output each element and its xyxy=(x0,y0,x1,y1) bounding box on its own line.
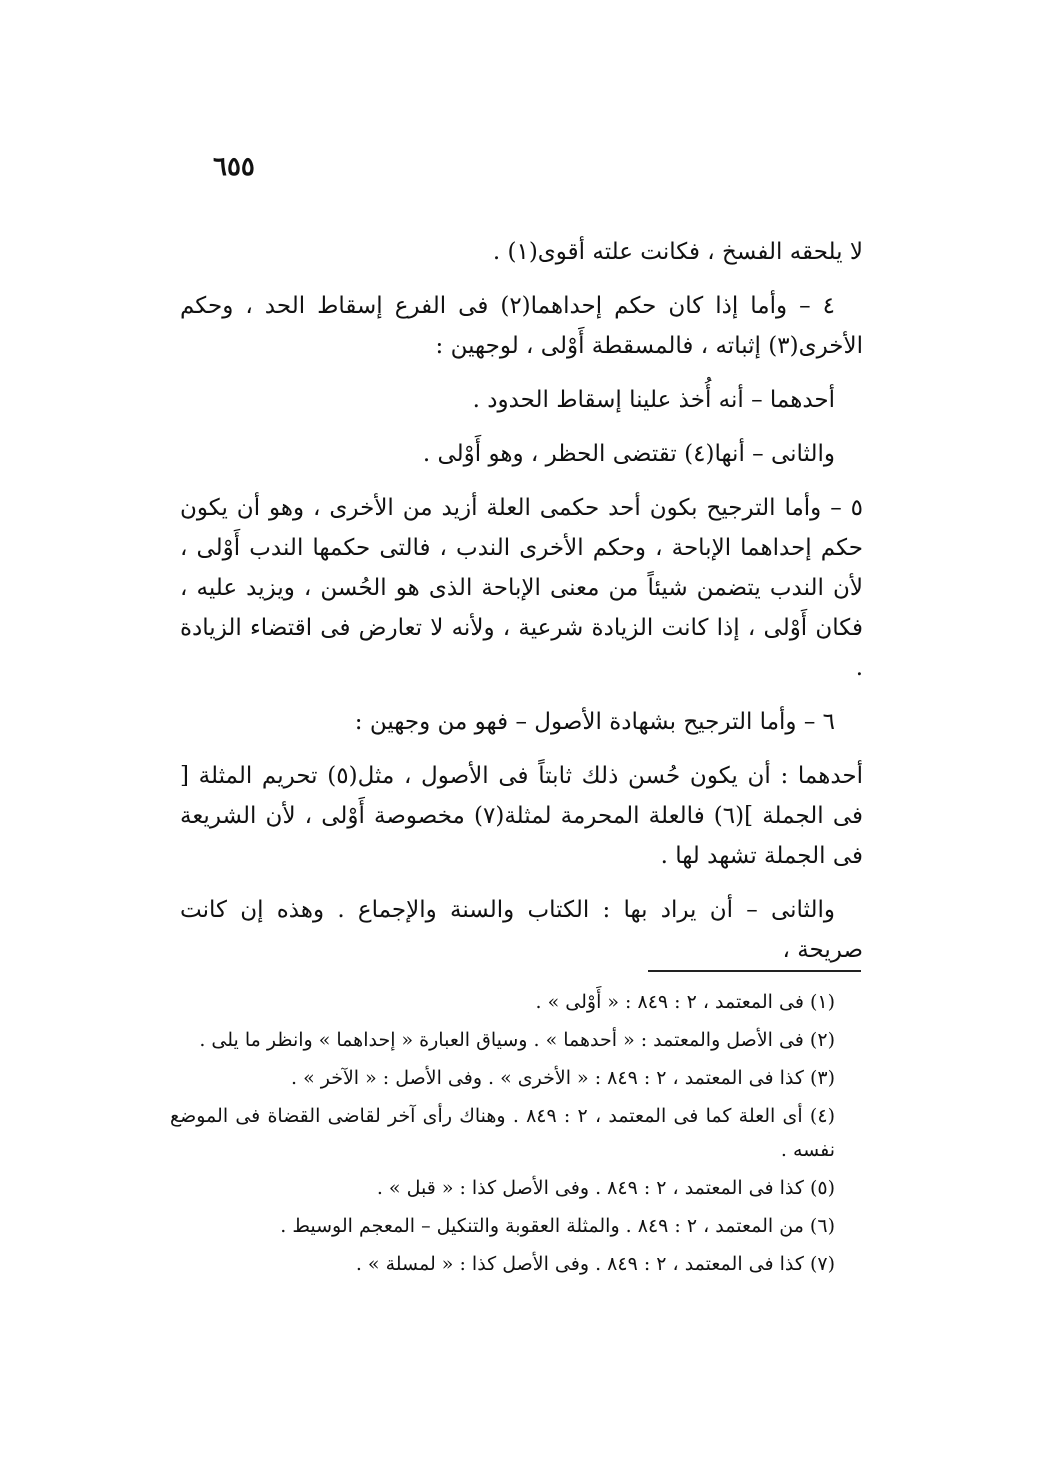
paragraph: والثانى – أنها(٤) تقتضى الحظر ، وهو أَوْلى . xyxy=(422,441,835,467)
footnote: (٣) كذا فى المعتمد ، ٢ : ٨٤٩ : « الأخرى » . وفى الأصل : « الآخر » . xyxy=(291,1067,835,1089)
footnote: (٦) من المعتمد ، ٢ : ٨٤٩ . والمثلة العقوبة والتنكيل – المعجم الوسيط . xyxy=(280,1215,835,1237)
paragraph: والثانى – أن يراد بها : الكتاب والسنة والإجماع . وهذه إن كانت صريحة ، xyxy=(180,897,863,963)
page-number: ٦٥٥ xyxy=(213,152,255,182)
footnote: (٥) كذا فى المعتمد ، ٢ : ٨٤٩ . وفى الأصل كذا : « قبل » . xyxy=(376,1177,835,1199)
paragraph: ٥ – وأما الترجيح بكون أحد حكمى العلة أزيد من الأخرى ، وهو أن يكون حكم إحداهما الإباحة ، وحكم الأخرى الندب ، فالتى حكمها الندب أَوْلى ، لأن الندب يتضمن شيئاً من معنى الإباحة الذى هو الحُسن ، ويزيد عليه ، فكان أَوْلى ، إذا كانت الزيادة شرعية ، ولأنه لا تعارض فى اقتضاء الزيادة . xyxy=(180,495,863,681)
footnotes xyxy=(170,985,863,1285)
footnote-divider xyxy=(648,970,861,972)
footnote: (١) فى المعتمد ، ٢ : ٨٤٩ : « أَوْلى » . xyxy=(535,991,835,1013)
paragraph: أحدهما – أنه أُخذ علينا إسقاط الحدود . xyxy=(472,387,835,413)
main-text xyxy=(180,232,863,970)
paragraph: ٤ – وأما إذا كان حكم إحداهما(٢) فى الفرع إسقاط الحد ، وحكم الأخرى(٣) إثباته ، فالمسقطة أَوْلى ، لوجهين : xyxy=(180,293,863,359)
paragraph: أحدهما : أن يكون حُسن ذلك ثابتاً فى الأصول ، مثل(٥) تحريم المثلة [ فى الجملة ](٦) فالعلة المحرمة لمثلة(٧) مخصوصة أَوْلى ، لأن الشريعة فى الجملة تشهد لها . xyxy=(180,763,864,869)
paragraph: ٦ – وأما الترجيح بشهادة الأصول – فهو من وجهين : xyxy=(354,709,835,735)
footnote: (٧) كذا فى المعتمد ، ٢ : ٨٤٩ . وفى الأصل كذا : « لمسلة » . xyxy=(355,1253,835,1275)
paragraph: لا يلحقه الفسخ ، فكانت علته أقوى(١) . xyxy=(492,239,863,265)
footnote: (٢) فى الأصل والمعتمد : « أحدهما » . وسياق العبارة « إحداهما » وانظر ما يلى . xyxy=(199,1029,835,1051)
footnote: (٤) أى العلة كما فى المعتمد ، ٢ : ٨٤٩ . وهناك رأى آخر لقاضى القضاة فى الموضع نفسه . xyxy=(170,1105,835,1161)
